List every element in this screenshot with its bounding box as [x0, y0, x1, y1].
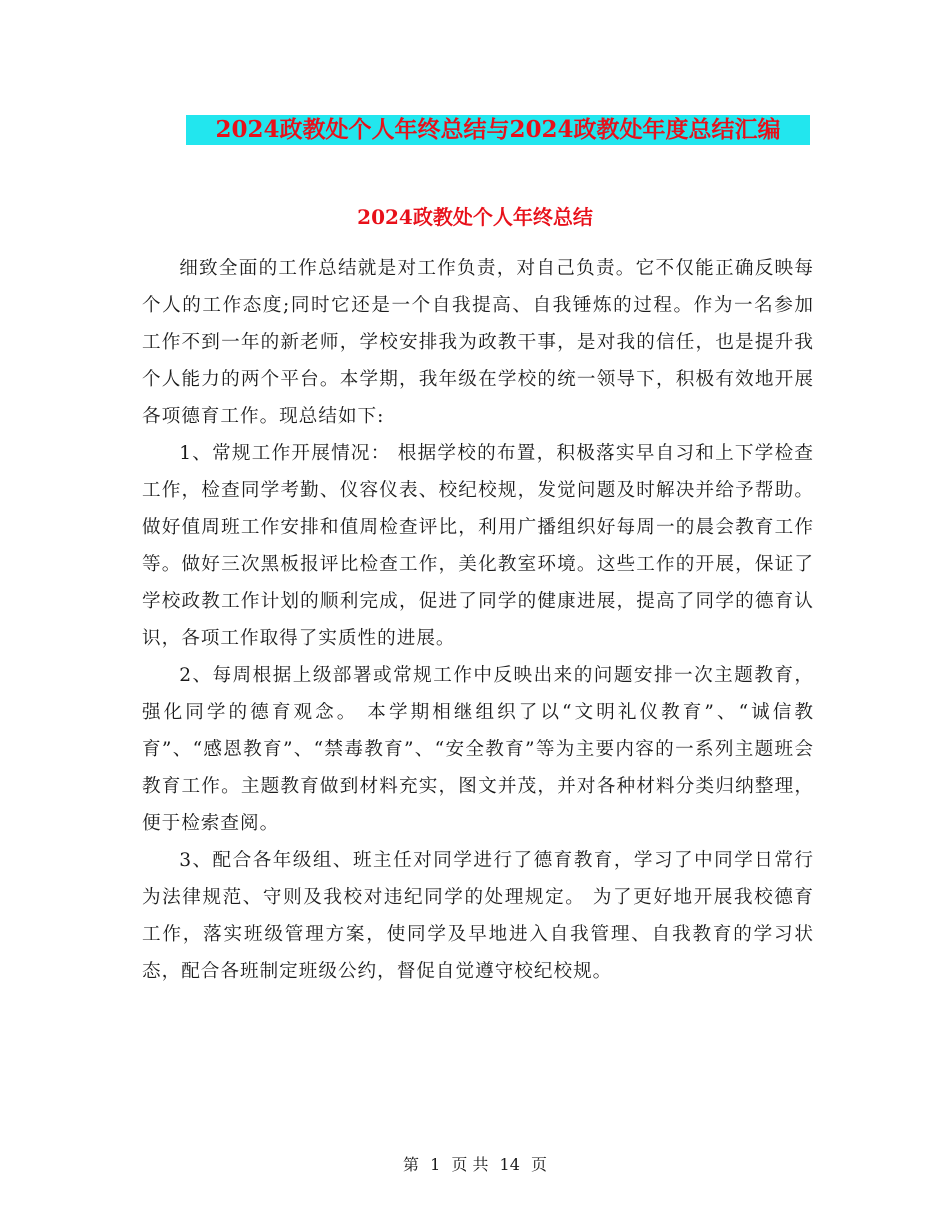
- footer-page-number: 1: [430, 1155, 441, 1174]
- footer-total-pages: 14: [499, 1155, 520, 1174]
- page-footer: [0, 1153, 950, 1177]
- document-main-title: 2024政教处个人年终总结与2024政教处年度总结汇编: [186, 115, 810, 145]
- paragraph-item-1: 1、常规工作开展情况： 根据学校的布置，积极落实早自习和上下学检查工作，检查同学考勤、仪容仪表、校纪校规，发觉问题及时解决并给予帮助。做好值周班工作安排和值周检查评比，利用广播组织好每周一的晨会教育工作等。做好三次黑板报评比检查工作，美化教室环境。这些工作的开展，保证了学校政教工作计划的顺利完成，促进了同学的健康进展，提高了同学的德育认识，各项工作取得了实质性的进展。: [142, 443, 814, 649]
- document-body: [142, 250, 814, 990]
- footer-middle: 页 共: [451, 1155, 489, 1174]
- footer-prefix: 第: [402, 1155, 419, 1174]
- section-title: 2024政教处个人年终总结: [357, 205, 593, 229]
- paragraph-item-3: 3、配合各年级组、班主任对同学进行了德育教育，学习了中同学日常行为法律规范、守则及我校对违纪同学的处理规定。 为了更好地开展我校德育工作，落实班级管理方案，使同学及早地进入自我管理、自我教育的学习状态，配合各班制定班级公约，督促自觉遵守校纪校规。: [142, 850, 814, 982]
- footer-suffix: 页: [531, 1155, 548, 1174]
- paragraph-item-2: 2、每周根据上级部署或常规工作中反映出来的问题安排一次主题教育，强化同学的德育观念。 本学期相继组织了以“文明礼仪教育”、“诚信教育”、“感恩教育”、“禁毒教育”、“安全教育”等为主要内容的一系列主题班会教育工作。主题教育做到材料充实，图文并茂，并对各种材料分类归纳整理，便于检索查阅。: [142, 665, 814, 834]
- paragraph-intro: 细致全面的工作总结就是对工作负责，对自己负责。它不仅能正确反映每个人的工作态度;同时它还是一个自我提高、自我锤炼的过程。作为一名参加工作不到一年的新老师，学校安排我为政教干事，是对我的信任，也是提升我个人能力的两个平台。本学期，我年级在学校的统一领导下，积极有效地开展各项德育工作。现总结如下:: [142, 258, 814, 427]
